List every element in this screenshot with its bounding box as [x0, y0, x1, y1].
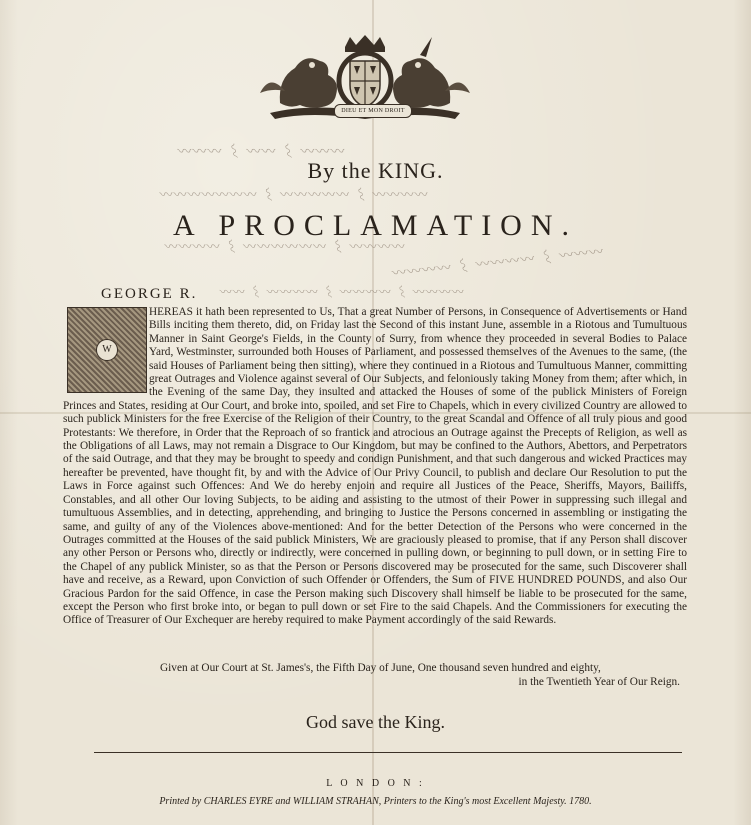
ornamental-initial-w-icon: [67, 307, 147, 393]
motto-scroll: DIEU ET MON DROIT: [334, 104, 412, 118]
divider-rule: [94, 752, 682, 753]
imprint-place: L O N D O N :: [326, 778, 425, 789]
drop-cap-letter: W: [96, 339, 118, 361]
proclamation-title: A PROCLAMATION.: [172, 209, 579, 242]
imprint-printers: Printed by CHARLES EYRE and WILLIAM STRAHAN, Printers to the King's most Excellent Majesty. 1780.: [159, 796, 592, 807]
royal-signatory: GEORGE R.: [101, 286, 198, 302]
given-line-2: in the Twentieth Year of Our Reign.: [518, 676, 680, 688]
bleed-through-mark: 〰〰〰〰 ⌇ 〰〰〰〰〰〰 ⌇ 〰〰〰〰: [165, 239, 407, 254]
proclamation-body: [63, 306, 687, 628]
by-the-king-heading: By the KING.: [307, 158, 444, 183]
given-line-1: Given at Our Court at St. James's, the Fifth Day of June, One thousand seven hundred and eighty,: [160, 662, 601, 674]
bleed-through-mark: 〰〰〰〰 ⌇ 〰〰〰〰 ⌇ 〰〰〰〰 ⌇ 〰〰: [220, 285, 466, 299]
closing-line: God save the King.: [306, 712, 445, 732]
given-at-court: [160, 661, 680, 689]
bleed-through-mark: 〰〰〰〰 ⌇ 〰〰〰〰〰 ⌇ 〰〰〰〰〰〰〰: [160, 187, 430, 202]
proclamation-body-text: HEREAS it hath been represented to Us, That a great Number of Persons, in Consequence of Advertisements or Hand Bills inciting them thereto, did, on Friday last the Second of this instant June, assemble in a Riotous and Tumultuous Manner in Saint George's Fields, in the County of Surry, from whence they proceeded in several Bodies to Palace Yard, Westminster, surrounded both Houses of Parliament, and possessed themselves of the Avenues to the same, (the said Houses of Parliament being then sitting), where they continued in a Riotous and Tumultuous Manner, committing great Outrages and Violence against several of Our Subjects, and feloniously taking Money from them; after which, in the Evening of the same Day, they insulted and attacked the Houses of some of the publick Ministers of Foreign Princes and States, residing at Our Court, and broke into, spoiled, and set Fire to Chapels, which in every civilized Country are allowed to such publick Ministers for the free Exercise of the Religion of their Country, to the great Scandal and Offence of all truly pious and good Protestants: We therefore, in Order that the Reproach of so frantick and atrocious an Outrage against the Precepts of Religion, as well as the Obligations of all Laws, may not remain a Disgrace to Our Kingdom, but may be confined to the Authors, Abettors, and Perpetrators of the said Outrage, and that they may be brought to speedy and condign Punishment, and that such dangerous and wicked Practices may hereafter be prevented, have thought fit, by and with the Advice of Our Privy Council, to publish and declare Our Resolution to put the Laws in Force against such Offences: And We do hereby enjoin and require all Justices of the Peace, Sheriffs, Mayors, Bailiffs, Constables, and all other Our loving Subjects, to be aiding and assisting to the utmost of their Power in suppressing such illegal and tumultuous Assemblies, and in detecting, apprehending, and bringing to Justice the Persons concerned in assembling or instigating the same, and guilty of any of the Violences above-mentioned: And for the better Detection of the Persons who were concerned in the Outrages committed at the Houses of the said publick Ministers, We are graciously pleased to promise, that if any Person shall discover any other Person or Persons who, directly or indirectly, were concerned in pulling down, or beginning to pull down, or in setting Fire to the Chapel of any publick Minister, so as that the Person or Persons discovered may be prosecuted for the same, such Discoverer shall have and receive, as a Reward, upon Conviction of such Offender or Offenders, the Sum of FIVE HUNDRED POUNDS, and also Our Gracious Pardon for the said Offence, in case the Person making such Discovery shall himself be liable to be prosecuted for the same, except the Person who first broke into, or began to pull down or set Fire to the said Chapels. And the Commissioners for executing the Office of Treasurer of Our Exchequer are hereby required to make Payment accordingly of the said Rewards.: [63, 306, 687, 627]
bleed-through-mark: 〰〰〰 ⌇ 〰〰 ⌇ 〰〰〰: [178, 145, 346, 160]
bleed-through-mark: 〰〰〰 ⌇ 〰〰〰〰 ⌇ 〰〰〰〰: [391, 244, 606, 283]
